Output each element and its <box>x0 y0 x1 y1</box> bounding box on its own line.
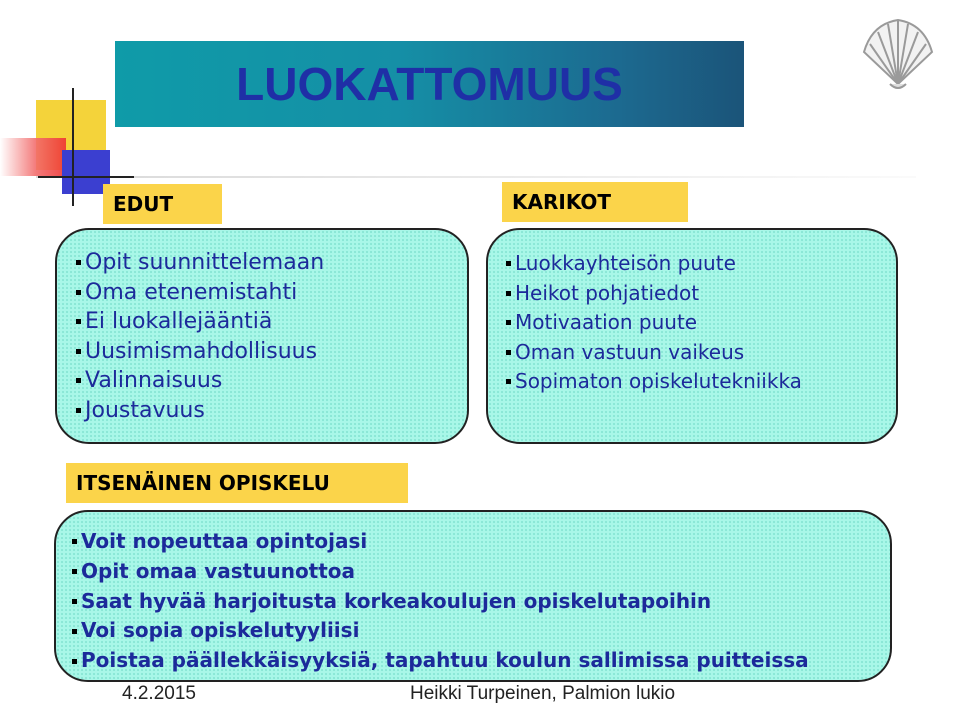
bullet-icon <box>72 629 77 634</box>
bullet-icon <box>76 349 81 354</box>
karikot-list <box>506 249 802 397</box>
bullet-icon <box>72 569 77 574</box>
list-item: Sopimaton opiskelutekniikka <box>506 367 802 397</box>
shell-logo-icon <box>858 14 938 94</box>
list-item: Joustavuus <box>76 396 324 426</box>
decorative-divider-line <box>36 176 916 178</box>
bullet-icon <box>76 260 81 265</box>
list-item: Uusimismahdollisuus <box>76 337 324 367</box>
bullet-icon <box>506 320 511 325</box>
bullet-icon <box>72 659 77 664</box>
list-item: Heikot pohjatiedot <box>506 279 802 309</box>
bullet-icon <box>76 319 81 324</box>
bullet-icon <box>72 539 77 544</box>
list-item: Motivaation puute <box>506 308 802 338</box>
bullet-icon <box>506 379 511 384</box>
itsenainen-opiskelu-label: ITSENÄINEN OPISKELU <box>66 463 408 503</box>
bullet-icon <box>506 261 511 266</box>
bullet-icon <box>76 408 81 413</box>
bullet-icon <box>72 599 77 604</box>
decorative-red-bar <box>0 138 66 176</box>
decorative-horizontal-line <box>38 176 134 178</box>
list-item: Luokkayhteisön puute <box>506 249 802 279</box>
decorative-vertical-line <box>72 88 74 206</box>
edut-label: EDUT <box>103 184 222 224</box>
list-item: Voi sopia opiskelutyyliisi <box>72 616 809 646</box>
list-item: Saat hyvää harjoitusta korkeakoulujen opiskelutapoihin <box>72 587 809 617</box>
edut-list <box>76 248 324 425</box>
bullet-icon <box>76 378 81 383</box>
list-item: Opit omaa vastuunottoa <box>72 557 809 587</box>
slide-title: LUOKATTOMUUS <box>236 58 623 110</box>
bullet-icon <box>506 291 511 296</box>
list-item: Poistaa päällekkäisyyksiä, tapahtuu koulun sallimissa puitteissa <box>72 646 809 676</box>
footer-author: Heikki Turpeinen, Palmion lukio <box>410 683 676 704</box>
list-item: Voit nopeuttaa opintojasi <box>72 527 809 557</box>
footer-date: 4.2.2015 <box>122 683 196 704</box>
list-item: Ei luokallejääntiä <box>76 307 324 337</box>
bullet-icon <box>506 350 511 355</box>
list-item: Valinnaisuus <box>76 366 324 396</box>
bullet-icon <box>76 290 81 295</box>
karikot-label: KARIKOT <box>502 182 688 222</box>
itsenainen-opiskelu-list <box>72 527 809 676</box>
list-item: Oman vastuun vaikeus <box>506 338 802 368</box>
list-item: Opit suunnittelemaan <box>76 248 324 278</box>
list-item: Oma etenemistahti <box>76 278 324 308</box>
